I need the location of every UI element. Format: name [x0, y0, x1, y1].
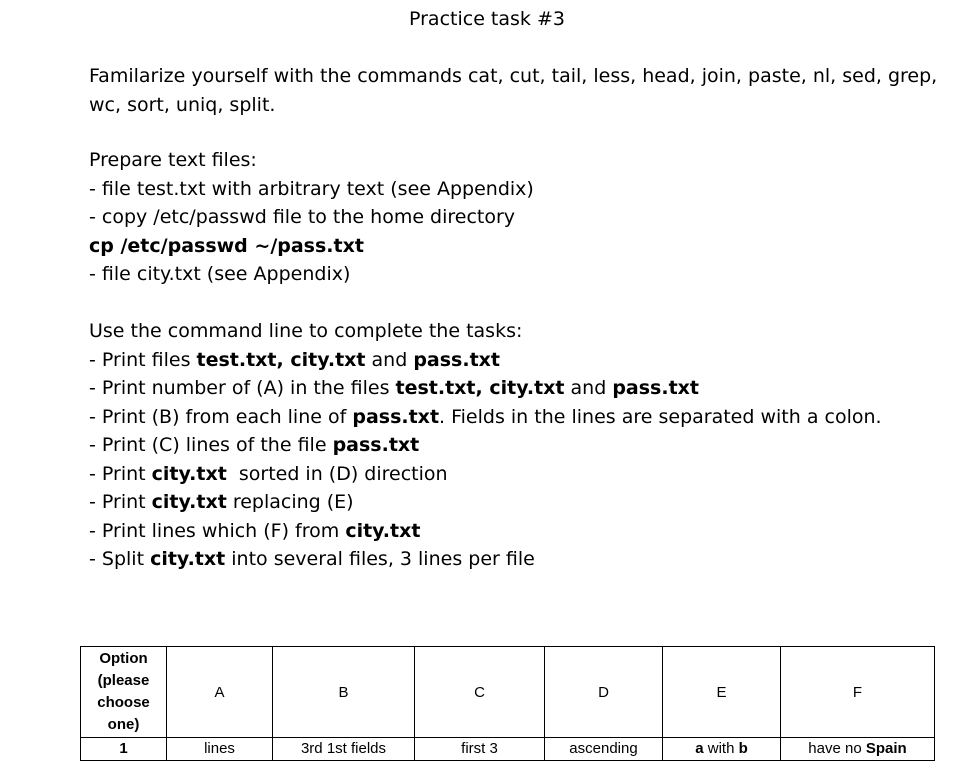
prepare-item-copy-passwd: - copy /etc/passwd file to the home directory [89, 206, 516, 228]
column-header-c: C [415, 647, 545, 738]
options-table [80, 646, 935, 761]
intro-line-2: wc, sort, uniq, split. [89, 93, 276, 116]
task-filename: pass.txt [413, 348, 500, 371]
cell-f: have no Spain [781, 738, 935, 761]
task-item-5 [89, 460, 882, 489]
task-text: - Print number of (A) in the files [89, 377, 396, 399]
task-text: - Print lines which (F) from [89, 519, 346, 542]
column-header-b: B [273, 647, 415, 738]
task-item-2 [89, 374, 882, 403]
cell-c: first 3 [415, 738, 545, 761]
prepare-command: cp /etc/passwd ~/pass.txt [89, 234, 364, 257]
task-item-4 [89, 431, 882, 460]
task-text: and [564, 377, 613, 399]
tasks-section [89, 317, 882, 574]
cell-d: ascending [545, 738, 663, 761]
task-filename: pass.txt [612, 377, 699, 399]
task-item-3 [89, 403, 882, 432]
task-filename: pass.txt [332, 434, 420, 456]
intro-paragraph [89, 62, 937, 119]
task-text: replacing (E) [226, 491, 354, 513]
task-text: - Print [89, 491, 152, 513]
task-filename: city.txt [151, 462, 227, 485]
task-text: - Print (B) from each line of [89, 405, 353, 428]
task-text: - Split [89, 548, 151, 570]
task-text: and [365, 348, 414, 371]
task-text: - Print files [89, 348, 197, 371]
task-text: . Fields in the lines are separated with a colon. [439, 405, 882, 428]
options-header-row [81, 647, 935, 738]
table-row [81, 738, 935, 761]
tasks-heading: Use the command line to complete the tasks: [89, 320, 523, 342]
task-filename: city.txt [345, 519, 421, 542]
page-title: Practice task #3 [409, 8, 565, 30]
task-text: into several files, 3 lines per file [225, 548, 535, 570]
cell-e: a with b [663, 738, 781, 761]
task-filename: test.txt, city.txt [196, 348, 366, 371]
prepare-heading: Prepare text files: [89, 149, 257, 171]
option-number: 1 [81, 738, 167, 761]
task-text: - Print [89, 462, 152, 485]
column-header-f: F [781, 647, 935, 738]
option-header-cell: Option (please choose one) [81, 647, 167, 738]
intro-line-1: Familarize yourself with the commands cat, cut, tail, less, head, join, paste, nl, sed, grep, [89, 65, 938, 87]
task-item-8 [89, 545, 882, 574]
cell-a: lines [167, 738, 273, 761]
column-header-e: E [663, 647, 781, 738]
task-filename: pass.txt [352, 405, 440, 428]
task-text: - Print (C) lines of the file [89, 434, 333, 456]
task-item-1 [89, 346, 882, 375]
task-item-7 [89, 517, 882, 546]
task-item-6 [89, 488, 882, 517]
task-filename: test.txt, city.txt [395, 377, 565, 399]
task-text: sorted in (D) direction [226, 462, 448, 485]
prepare-item-city-file: - file city.txt (see Appendix) [89, 263, 351, 285]
task-filename: city.txt [150, 548, 226, 570]
column-header-d: D [545, 647, 663, 738]
column-header-a: A [167, 647, 273, 738]
prepare-item-test-file: - file test.txt with arbitrary text (see Appendix) [89, 177, 534, 200]
cell-b: 3rd 1st fields [273, 738, 415, 761]
task-filename: city.txt [151, 491, 227, 513]
prepare-section [89, 146, 534, 289]
